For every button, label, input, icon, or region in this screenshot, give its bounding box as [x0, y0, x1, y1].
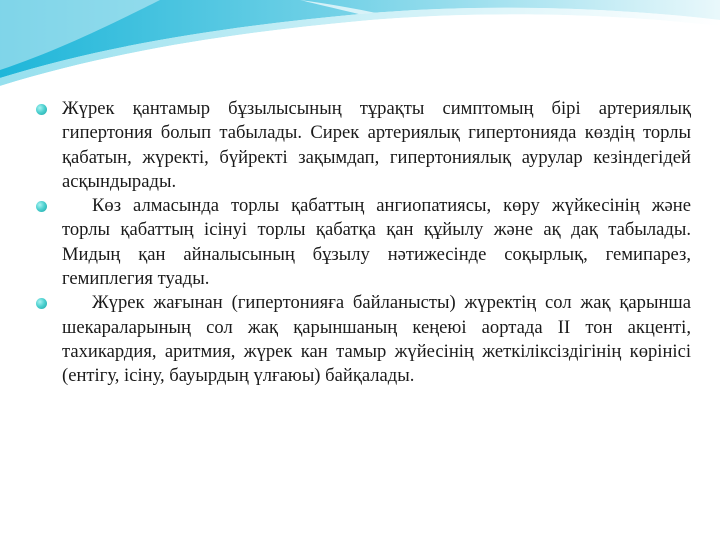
slide-body: [36, 97, 691, 389]
bullet-paragraph-3: [36, 291, 691, 388]
paragraph-text: Көз алмасында торлы қабаттың ангиопатиясы, көру жүйкесінің және торлы қабаттың ісінуі торлы қабатқа қан құйылу және ақ дақ табылады. Мидың қан айналысының бұзылу нәтижесінде соқырлық, гемипарез, гемиплегия туады.: [62, 195, 691, 290]
bullet-paragraph-2: [36, 194, 691, 291]
paragraph-text: Жүрек қантамыр бұзылысының тұрақты симптомың бірі артериялық гипертония болып табылады. Сирек артериялық гипертонияда көздің торлы қабатын, жүректі, бүйректі зақымдап, гипертониялық аурулар кезіндегідей асқындырады.: [62, 98, 691, 192]
bullet-paragraph-1: [36, 97, 691, 194]
header-wave-decoration: [0, 0, 720, 95]
bullet-dot-icon: [36, 104, 47, 115]
bullet-dot-icon: [36, 201, 47, 212]
paragraph-text: Жүрек жағынан (гипертонияға байланысты) жүректің сол жақ қарынша шекараларының сол жақ қарыншаның кеңеюі аортада II тон акценті, тахикардия, аритмия, жүрек кан тамыр жүйесінің жеткіліксіздігінің көрінісі (ентігу, ісіну, бауырдың үлғаюы) байқалады.: [62, 292, 691, 387]
bullet-dot-icon: [36, 298, 47, 309]
